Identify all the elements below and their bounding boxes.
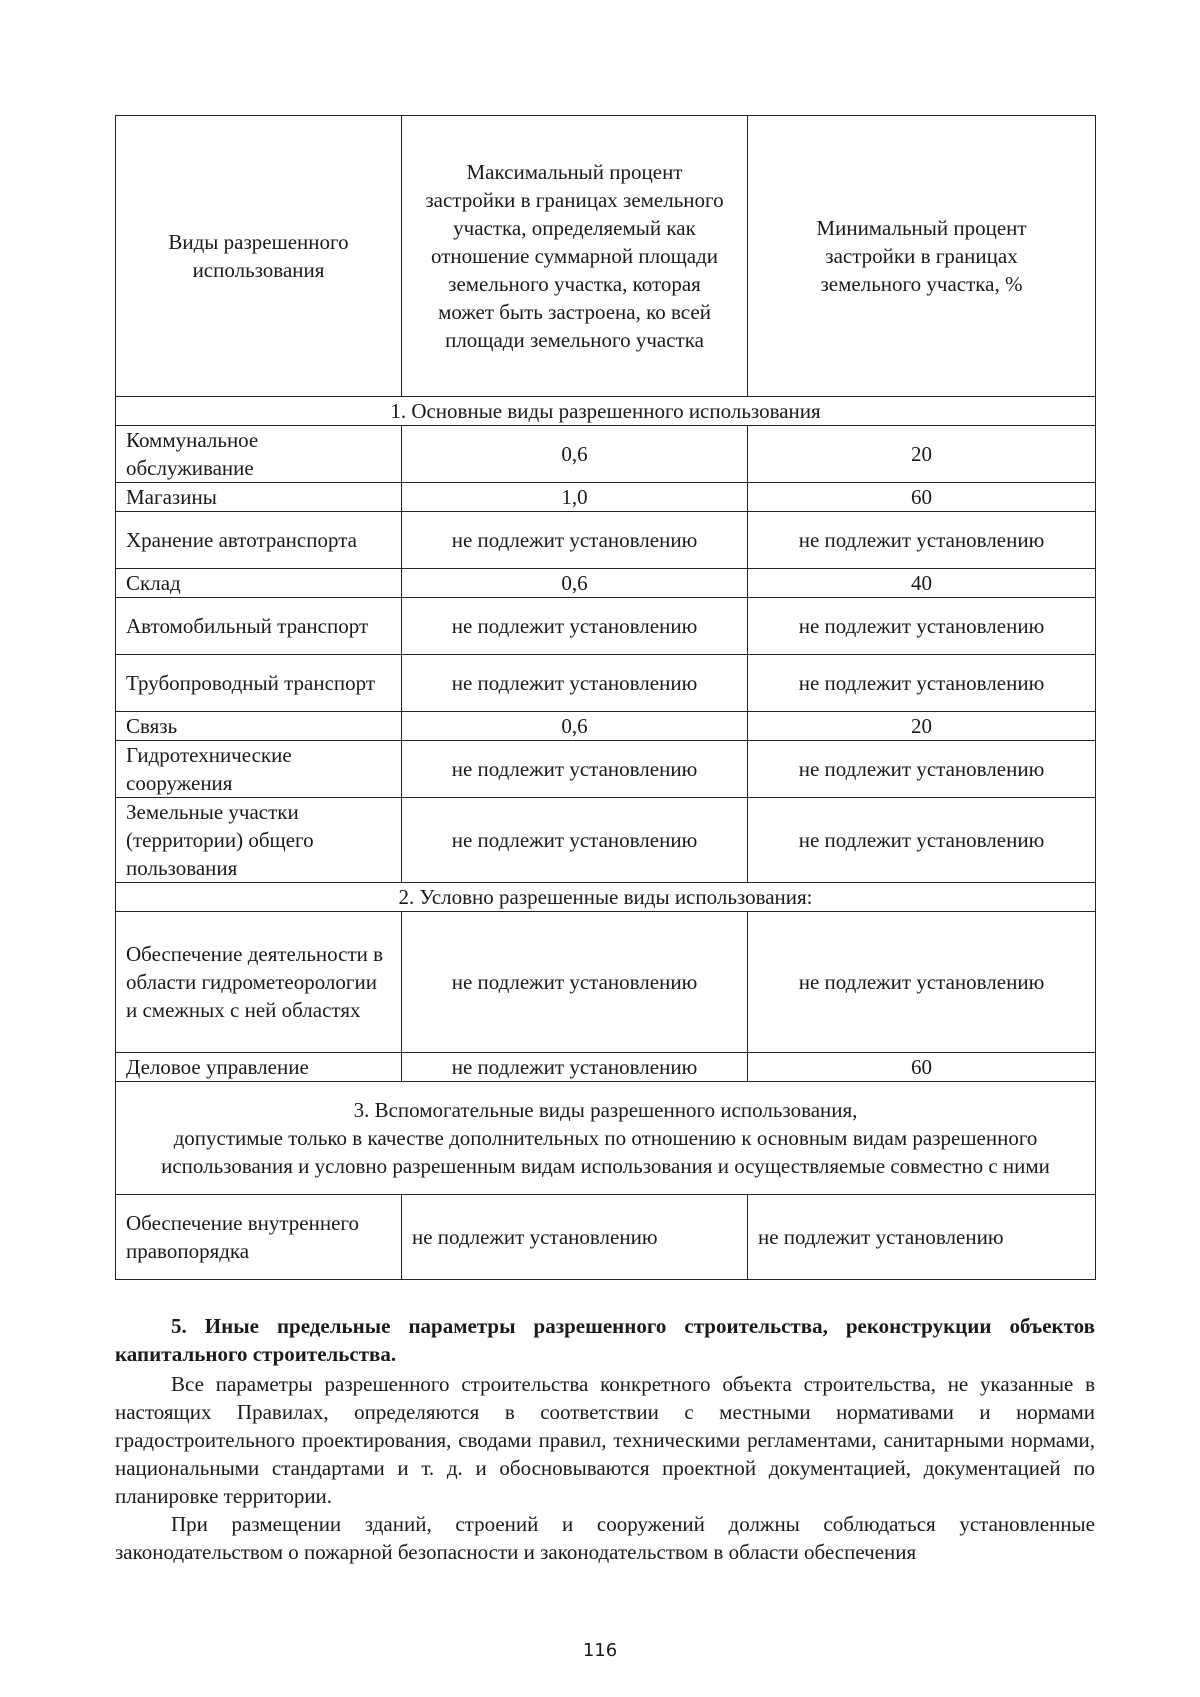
row-max: не подлежит установлению: [402, 798, 748, 883]
section-title-conditional: 2. Условно разрешенные виды использования:: [116, 883, 1096, 912]
header-max-percent: Максимальный процент застройки в границах земельного участка, определяемый как отношение суммарной площади земельного участка, которая может быть застроена, ко всей площади земельного участка: [402, 116, 748, 397]
row-max: не подлежит установлению: [402, 1195, 748, 1280]
row-name: Магазины: [116, 483, 402, 512]
paragraph-2: При размещении зданий, строений и сооружений должны соблюдаться установленные законодательством о пожарной безопасности и законодательством в области обеспечения: [115, 1512, 1095, 1564]
row-name: Земельные участки (территории) общего пользования: [116, 798, 402, 883]
table-row: [116, 655, 1096, 712]
row-max: 0,6: [402, 426, 748, 483]
table-row: [116, 1053, 1096, 1082]
row-name: Обеспечение деятельности в области гидрометеорологии и смежных с ней областях: [116, 912, 402, 1053]
row-min: не подлежит установлению: [748, 798, 1096, 883]
section-subtitle-auxiliary: допустимые только в качестве дополнительных по отношению к основным видам разрешенного использования и условно разрешенным видам использования и осуществляемые совместно с ними: [161, 1126, 1050, 1178]
row-max: не подлежит установлению: [402, 912, 748, 1053]
table-row: [116, 1195, 1096, 1280]
row-min: не подлежит установлению: [748, 512, 1096, 569]
section-auxiliary: [116, 1082, 1096, 1195]
row-min: 20: [748, 712, 1096, 741]
section-row-2: [116, 883, 1096, 912]
row-max: не подлежит установлению: [402, 1053, 748, 1082]
row-max: не подлежит установлению: [402, 598, 748, 655]
paragraph-1: Все параметры разрешенного строительства конкретного объекта строительства, не указанные в настоящих Правилах, определяются в соответствии с местными нормативами и нормами градостроительного проектирования, сводами правил, техническими регламентами, санитарными нормами, национальными стандартами и т. д. и обосновываются проектной документацией, документацией по планировке территории.: [115, 1372, 1095, 1508]
table-row: [116, 798, 1096, 883]
table-row: [116, 569, 1096, 598]
row-max: 0,6: [402, 712, 748, 741]
table-row: [116, 912, 1096, 1053]
table-row: [116, 483, 1096, 512]
row-name: Хранение автотранспорта: [116, 512, 402, 569]
row-max: не подлежит установлению: [402, 655, 748, 712]
row-name: Связь: [116, 712, 402, 741]
row-name: Гидротехнические сооружения: [116, 741, 402, 798]
row-name: Деловое управление: [116, 1053, 402, 1082]
section-5-heading: 5. Иные предельные параметры разрешенного строительства, реконструкции объектов капитального строительства.: [115, 1314, 1095, 1366]
row-name: Автомобильный транспорт: [116, 598, 402, 655]
table-row: [116, 426, 1096, 483]
row-min: не подлежит установлению: [748, 912, 1096, 1053]
row-max: 1,0: [402, 483, 748, 512]
row-name: Обеспечение внутреннего правопорядка: [116, 1195, 402, 1280]
row-max: не подлежит установлению: [402, 741, 748, 798]
row-min: 40: [748, 569, 1096, 598]
table-row: [116, 712, 1096, 741]
row-min: не подлежит установлению: [748, 741, 1096, 798]
section-title-main: 1. Основные виды разрешенного использования: [116, 397, 1096, 426]
row-name: Склад: [116, 569, 402, 598]
row-min: 60: [748, 1053, 1096, 1082]
row-name: Коммунальное обслуживание: [116, 426, 402, 483]
row-max: 0,6: [402, 569, 748, 598]
section-row-3: [116, 1082, 1096, 1195]
row-min: не подлежит установлению: [748, 1195, 1096, 1280]
header-use-types: Виды разрешенного использования: [116, 116, 402, 397]
section-title-auxiliary: 3. Вспомогательные виды разрешенного использования,: [353, 1098, 858, 1122]
row-min: 20: [748, 426, 1096, 483]
row-min: 60: [748, 483, 1096, 512]
row-min: не подлежит установлению: [748, 598, 1096, 655]
header-min-percent: Минимальный процент застройки в границах земельного участка, %: [748, 116, 1096, 397]
page-number: 116: [582, 1640, 618, 1661]
section-row-1: [116, 397, 1096, 426]
table-row: [116, 741, 1096, 798]
table-header-row: [116, 116, 1096, 397]
row-name: Трубопроводный транспорт: [116, 655, 402, 712]
row-min: не подлежит установлению: [748, 655, 1096, 712]
zoning-parameters-table: [115, 115, 1096, 1280]
row-max: не подлежит установлению: [402, 512, 748, 569]
table-row: [116, 512, 1096, 569]
table-row: [116, 598, 1096, 655]
body-text: [115, 1312, 1095, 1566]
